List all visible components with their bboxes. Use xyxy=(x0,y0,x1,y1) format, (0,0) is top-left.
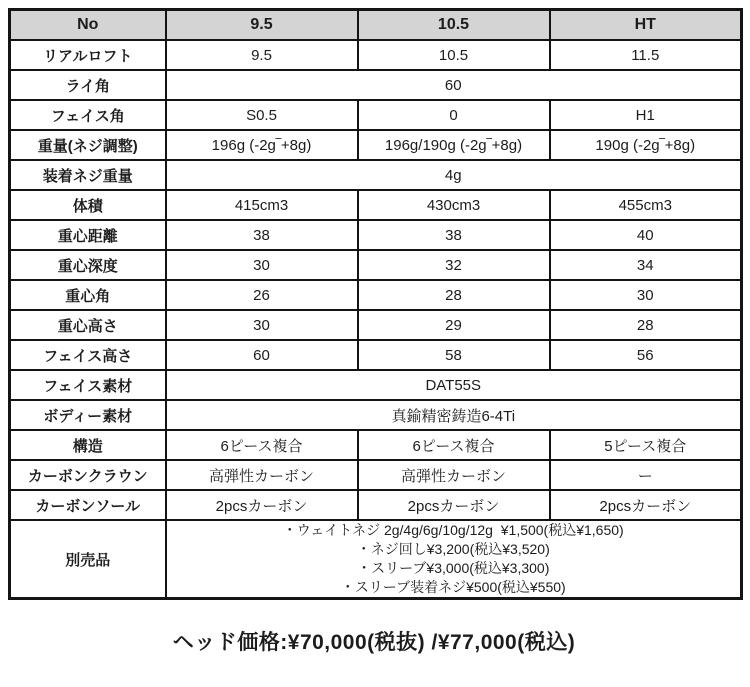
row-label: 重心角 xyxy=(10,280,166,310)
spec-cell: 196g/190g (-2g‾+8g) xyxy=(358,130,550,160)
spec-cell: ー xyxy=(550,460,742,490)
row-label: 体積 xyxy=(10,190,166,220)
accessories-cell xyxy=(166,520,742,599)
table-row-carbon-sole xyxy=(10,490,742,520)
row-label: カーボンソール xyxy=(10,490,166,520)
spec-cell: 38 xyxy=(358,220,550,250)
spec-cell: 9.5 xyxy=(166,40,358,70)
table-row-cg-distance xyxy=(10,220,742,250)
table-row-screw-weight xyxy=(10,160,742,190)
row-label: 重心高さ xyxy=(10,310,166,340)
spec-cell: 5ピース複合 xyxy=(550,430,742,460)
spec-cell: 10.5 xyxy=(358,40,550,70)
accessory-line-screwdriver: ・ネジ回し¥3,200(税込¥3,520) xyxy=(356,541,550,557)
spec-cell-merged: DAT55S xyxy=(166,370,742,400)
table-row-cg-angle xyxy=(10,280,742,310)
spec-cell: 30 xyxy=(166,310,358,340)
spec-cell: 6ピース複合 xyxy=(358,430,550,460)
col-header-no: No xyxy=(10,10,166,41)
row-label: カーボンクラウン xyxy=(10,460,166,490)
spec-cell: 29 xyxy=(358,310,550,340)
table-row-cg-depth xyxy=(10,250,742,280)
spec-cell: 2pcsカーボン xyxy=(550,490,742,520)
spec-cell-merged: 4g xyxy=(166,160,742,190)
table-row-body-material xyxy=(10,400,742,430)
table-row-accessories xyxy=(10,520,742,599)
spec-table xyxy=(8,8,743,600)
accessory-line-weight-screws: ・ウェイトネジ 2g/4g/6g/10g/12g ¥1,500(税込¥1,650) xyxy=(282,522,624,538)
table-header-row xyxy=(10,10,742,41)
table-row-face-height xyxy=(10,340,742,370)
spec-cell: 60 xyxy=(166,340,358,370)
spec-cell: 28 xyxy=(358,280,550,310)
spec-cell-merged: 真鍮精密鋳造6-4Ti xyxy=(166,400,742,430)
spec-cell: 58 xyxy=(358,340,550,370)
spec-cell: 196g (-2g‾+8g) xyxy=(166,130,358,160)
spec-cell: 26 xyxy=(166,280,358,310)
row-label: ライ角 xyxy=(10,70,166,100)
table-row-construction xyxy=(10,430,742,460)
table-row-real-loft xyxy=(10,40,742,70)
spec-cell: 0 xyxy=(358,100,550,130)
spec-cell: 190g (-2g‾+8g) xyxy=(550,130,742,160)
row-label: リアルロフト xyxy=(10,40,166,70)
spec-cell: H1 xyxy=(550,100,742,130)
spec-cell: 2pcsカーボン xyxy=(358,490,550,520)
table-row-weight xyxy=(10,130,742,160)
row-label: フェイス素材 xyxy=(10,370,166,400)
spec-cell: 56 xyxy=(550,340,742,370)
row-label: フェイス高さ xyxy=(10,340,166,370)
row-label: 重心距離 xyxy=(10,220,166,250)
spec-cell: 30 xyxy=(166,250,358,280)
row-label: フェイス角 xyxy=(10,100,166,130)
spec-cell: 高弾性カーボン xyxy=(166,460,358,490)
spec-cell-merged: 60 xyxy=(166,70,742,100)
spec-cell: 32 xyxy=(358,250,550,280)
spec-cell: 455cm3 xyxy=(550,190,742,220)
accessory-line-sleeve: ・スリーブ¥3,000(税込¥3,300) xyxy=(357,560,550,576)
spec-cell: 30 xyxy=(550,280,742,310)
spec-cell: 40 xyxy=(550,220,742,250)
spec-cell: 34 xyxy=(550,250,742,280)
col-header-9-5: 9.5 xyxy=(166,10,358,41)
spec-cell: 高弾性カーボン xyxy=(358,460,550,490)
spec-cell: 28 xyxy=(550,310,742,340)
col-header-10-5: 10.5 xyxy=(358,10,550,41)
table-row-lie-angle xyxy=(10,70,742,100)
row-label: 構造 xyxy=(10,430,166,460)
row-label: 装着ネジ重量 xyxy=(10,160,166,190)
spec-cell: 415cm3 xyxy=(166,190,358,220)
row-label: 重量(ネジ調整) xyxy=(10,130,166,160)
spec-cell: S0.5 xyxy=(166,100,358,130)
accessory-line-sleeve-screw: ・スリーブ装着ネジ¥500(税込¥550) xyxy=(340,579,566,595)
spec-cell: 38 xyxy=(166,220,358,250)
spec-cell: 6ピース複合 xyxy=(166,430,358,460)
row-label: 重心深度 xyxy=(10,250,166,280)
spec-cell: 11.5 xyxy=(550,40,742,70)
table-row-volume xyxy=(10,190,742,220)
table-row-face-material xyxy=(10,370,742,400)
table-row-cg-height xyxy=(10,310,742,340)
row-label: 別売品 xyxy=(10,520,166,599)
row-label: ボディー素材 xyxy=(10,400,166,430)
head-price-text: ヘッド価格:¥70,000(税抜) /¥77,000(税込) xyxy=(172,631,576,654)
spec-cell: 430cm3 xyxy=(358,190,550,220)
table-row-carbon-crown xyxy=(10,460,742,490)
col-header-ht: HT xyxy=(550,10,742,41)
spec-cell: 2pcsカーボン xyxy=(166,490,358,520)
table-row-face-angle xyxy=(10,100,742,130)
